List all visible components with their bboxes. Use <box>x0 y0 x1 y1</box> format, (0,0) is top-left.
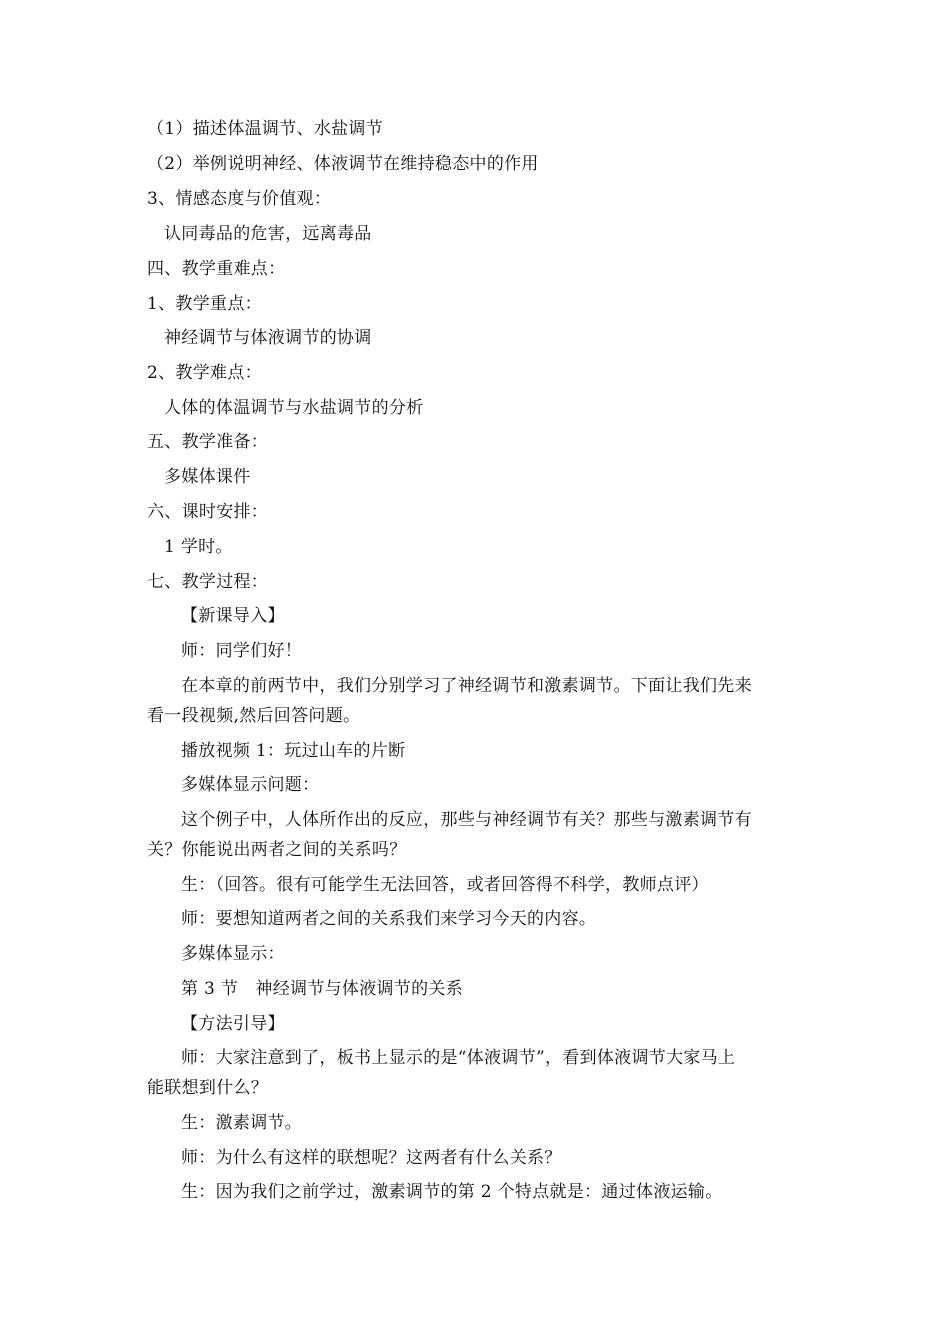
dialogue-line: 师：为什么有这样的联想呢？这两者有什么关系？ <box>181 1148 562 1168</box>
dialogue-line: 师：大家注意到了，板书上显示的是“体液调节”，看到体液调节大家马上 <box>181 1048 736 1068</box>
paragraph-line: 在本章的前两节中，我们分别学习了神经调节和激素调节。下面让我们先来 <box>181 676 752 696</box>
preparation-text: 多媒体课件 <box>164 467 251 487</box>
dialogue-line: 生：激素调节。 <box>181 1113 303 1133</box>
subheading-method: 【方法引导】 <box>181 1014 285 1034</box>
lesson-title: 第 3 节 神经调节与体液调节的关系 <box>181 979 464 999</box>
objective-item-1: （1）描述体温调节、水盐调节 <box>147 119 384 139</box>
dialogue-line: 师：要想知道两者之间的关系我们来学习今天的内容。 <box>181 909 597 929</box>
paragraph-line: 这个例子中，人体所作出的反应，那些与神经调节有关？那些与激素调节有 <box>181 810 752 830</box>
difficulty-text: 人体的体温调节与水盐调节的分析 <box>164 398 424 418</box>
subheading-new-lesson: 【新课导入】 <box>181 606 285 626</box>
paragraph-line: 播放视频 1：玩过山车的片断 <box>181 741 406 761</box>
section-heading-process: 七、教学过程： <box>147 572 269 592</box>
objective-item-2: （2）举例说明神经、体液调节在维持稳态中的作用 <box>147 154 539 174</box>
section-heading-schedule: 六、课时安排： <box>147 502 269 522</box>
dialogue-line: 生：因为我们之前学过，激素调节的第 2 个特点就是：通过体液运输。 <box>181 1182 723 1202</box>
dialogue-line: 能联想到什么？ <box>147 1078 269 1098</box>
paragraph-line: 看一段视频,然后回答问题。 <box>147 706 361 726</box>
paragraph-line: 多媒体显示： <box>181 944 285 964</box>
section-heading-key-points: 四、教学重难点： <box>147 259 286 279</box>
section-heading-preparation: 五、教学准备： <box>147 432 269 452</box>
subheading-difficulty: 2、教学难点： <box>147 363 262 383</box>
subheading-key-point: 1、教学重点： <box>147 294 262 314</box>
paragraph-line: 关？你能说出两者之间的关系吗？ <box>147 840 407 860</box>
paragraph-line: 多媒体显示问题： <box>181 775 320 795</box>
dialogue-line: 师：同学们好！ <box>181 641 303 661</box>
emotion-text: 认同毒品的危害，远离毒品 <box>164 224 372 244</box>
key-point-text: 神经调节与体液调节的协调 <box>164 328 372 348</box>
dialogue-line: 生：（回答。很有可能学生无法回答，或者回答得不科学，教师点评） <box>181 875 709 895</box>
section-heading-emotion: 3、情感态度与价值观： <box>147 189 332 209</box>
schedule-text: 1 学时。 <box>164 537 233 557</box>
